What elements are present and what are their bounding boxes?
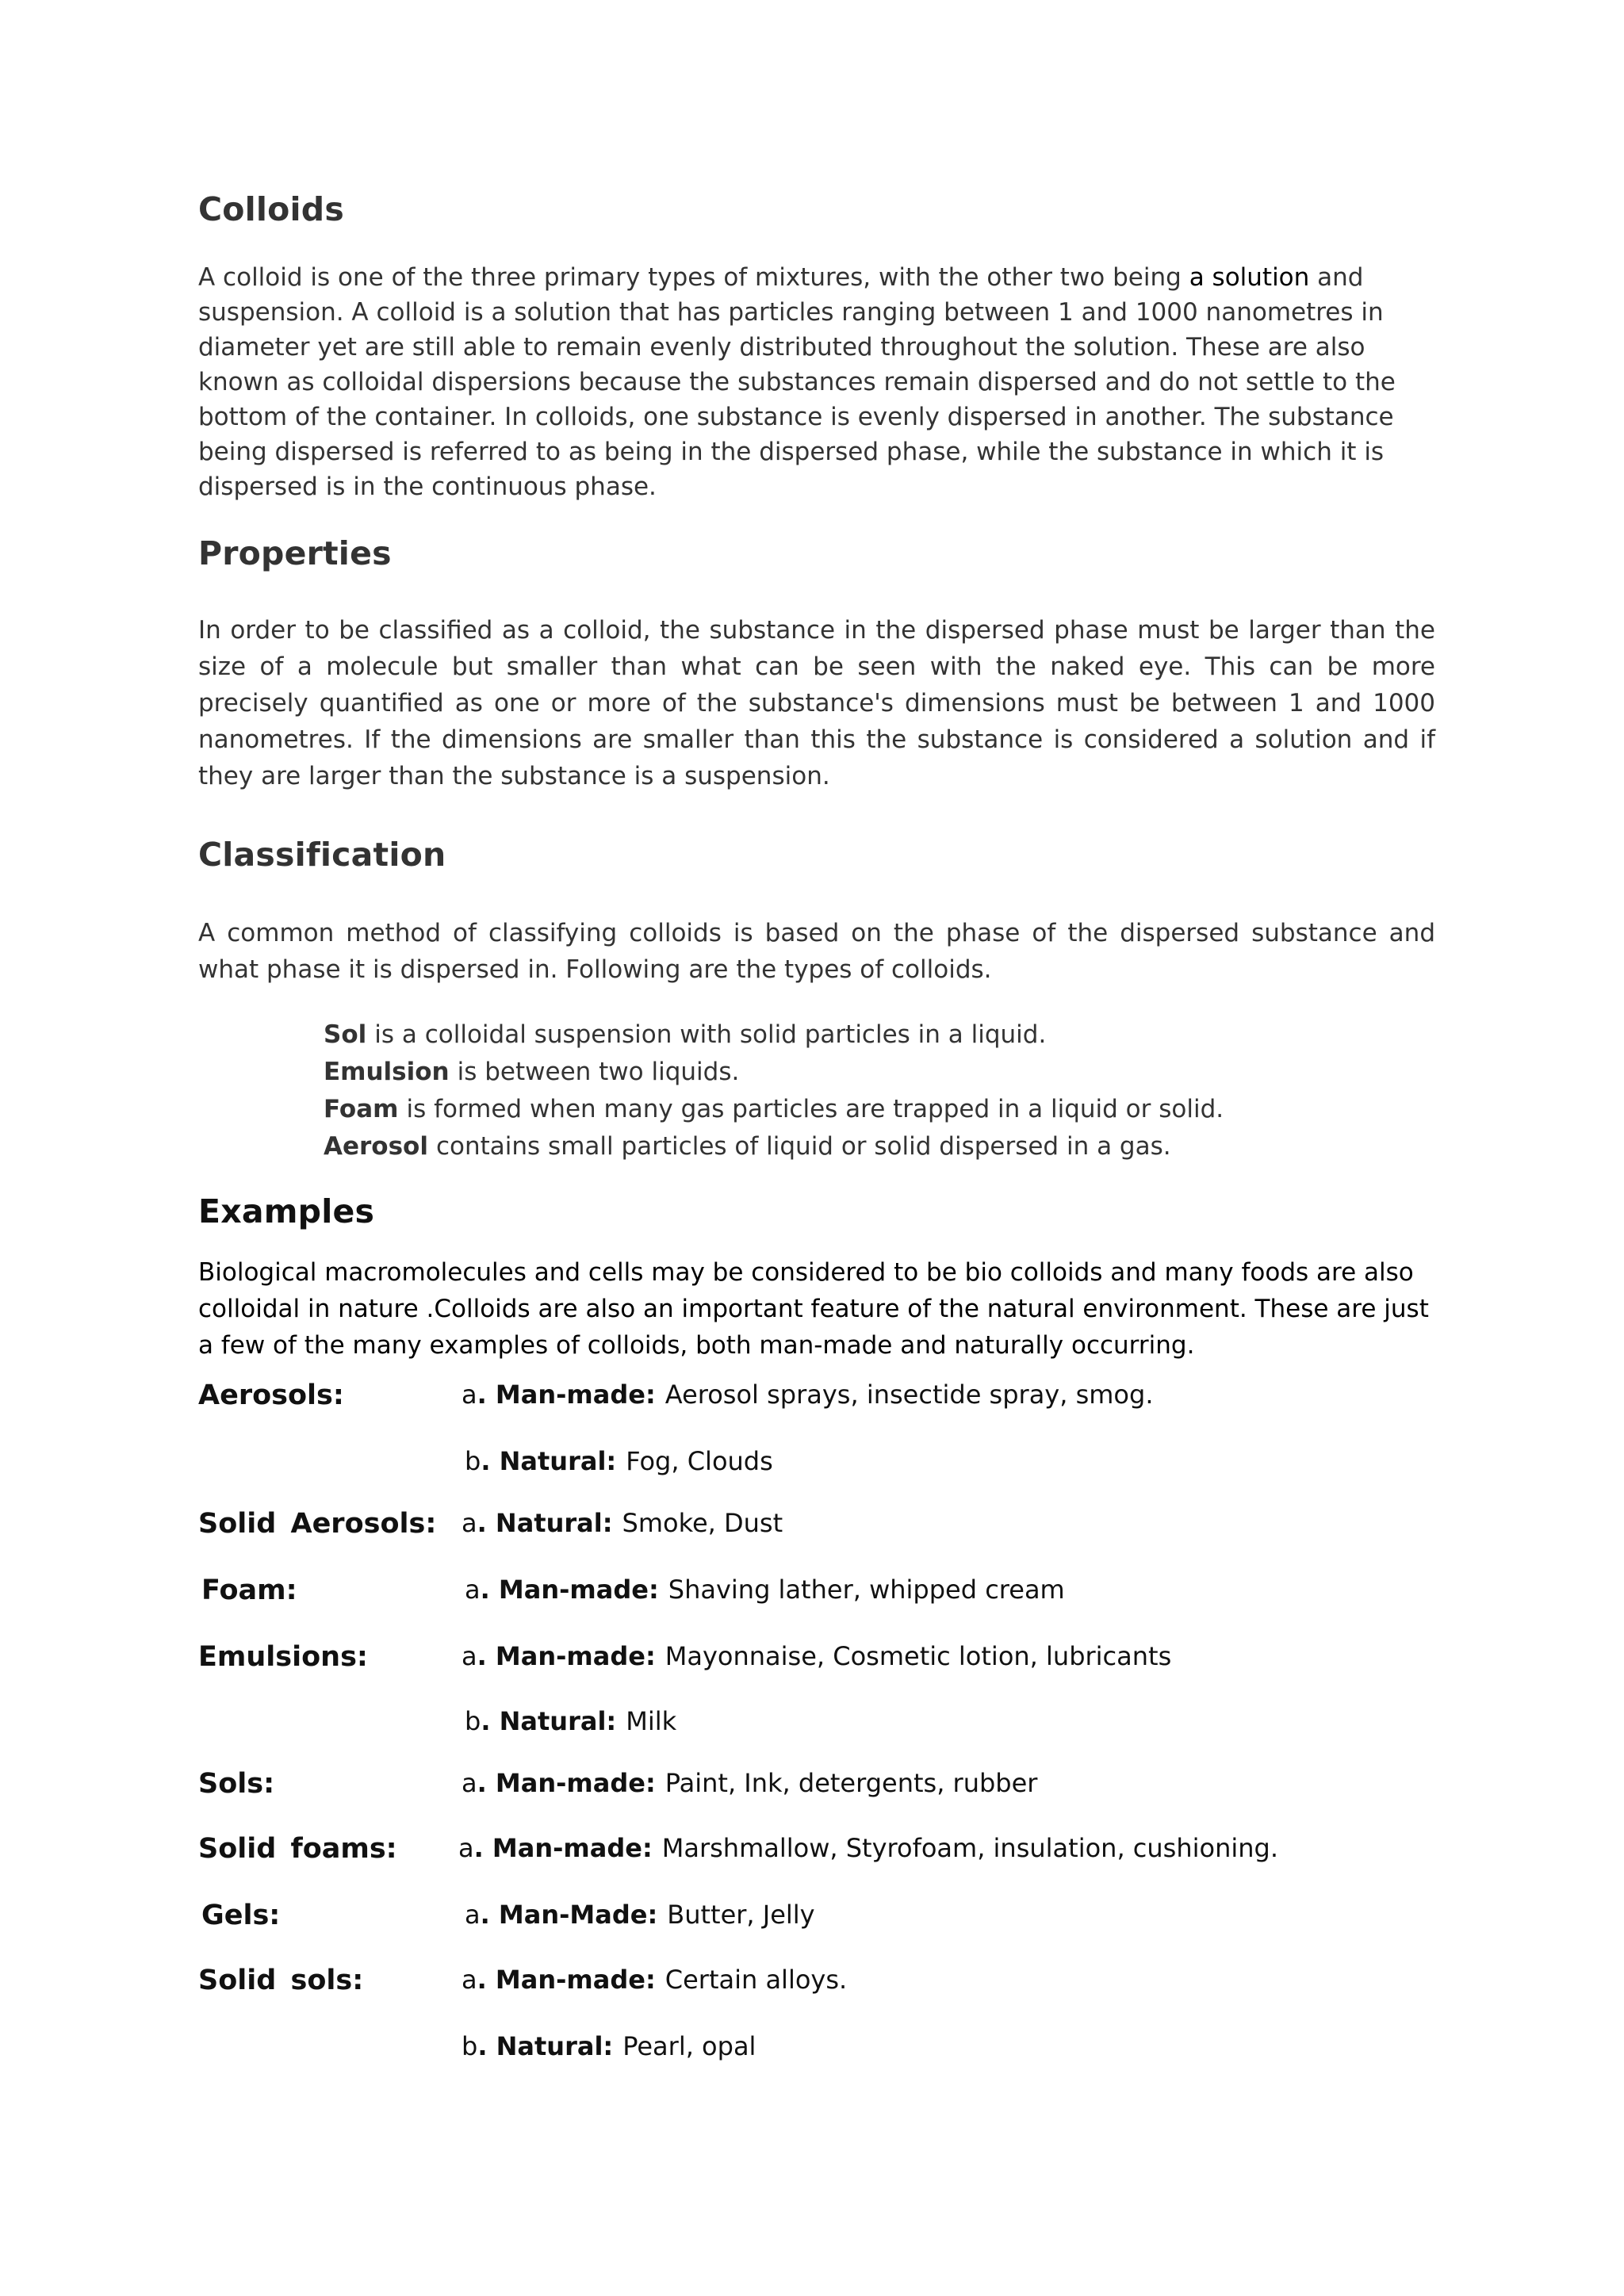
example-row <box>198 1900 1435 1965</box>
type-item-emulsion <box>324 1054 1435 1091</box>
example-letter: a <box>458 1833 474 1863</box>
example-kind: . Natural: <box>481 1706 617 1736</box>
type-term: Emulsion <box>324 1058 450 1086</box>
example-items: Paint, Ink, detergents, rubber <box>665 1768 1038 1798</box>
example-items: Pearl, opal <box>622 2031 756 2061</box>
type-desc: is a colloidal suspension with solid particles in a liquid. <box>374 1020 1047 1049</box>
example-items: Marshmallow, Styrofoam, insulation, cushioning. <box>661 1833 1279 1863</box>
classification-paragraph: A common method of classifying colloids is based on the phase of the dispersed substance and what phase it is dispersed in. Following are the types of colloids. <box>198 919 1435 984</box>
example-row <box>198 2031 1435 2079</box>
example-kind: . Natural: <box>481 1446 617 1476</box>
example-category: Sols: <box>198 1768 275 1800</box>
type-desc: is between two liquids. <box>457 1058 740 1086</box>
example-letter: a <box>465 1900 481 1930</box>
example-letter: a <box>462 1508 477 1538</box>
example-category: Solid sols: <box>198 1965 364 1996</box>
example-row <box>198 1768 1435 1833</box>
example-entry <box>462 1768 1435 1798</box>
example-category: Gels: <box>201 1900 281 1931</box>
type-desc: is formed when many gas particles are trapped in a liquid or solid. <box>406 1095 1224 1123</box>
example-category: Aerosols: <box>198 1380 344 1411</box>
type-item-sol <box>324 1016 1435 1054</box>
examples-heading: Examples <box>198 1192 375 1230</box>
example-row <box>198 1706 1435 1768</box>
example-items: Certain alloys. <box>665 1965 848 1995</box>
example-entry <box>462 1380 1435 1410</box>
example-entry <box>465 1446 1435 1476</box>
document-content <box>198 190 1435 2079</box>
example-items: Fog, Clouds <box>626 1446 773 1476</box>
example-items: Mayonnaise, Cosmetic lotion, lubricants <box>665 1641 1172 1671</box>
example-kind: . Man-Made: <box>480 1900 658 1930</box>
example-kind: . Man-made: <box>477 1768 656 1798</box>
example-kind: . Man-made: <box>480 1575 659 1605</box>
example-letter: a <box>462 1641 477 1671</box>
example-category: Solid foams: <box>198 1833 397 1865</box>
example-entry <box>458 1833 1435 1863</box>
example-entry <box>462 1965 1435 1995</box>
colloids-paragraph-text-1: A colloid is one of the three primary types of mixtures, with the other two being <box>198 263 1189 292</box>
example-items: Shaving lather, whipped cream <box>668 1575 1065 1605</box>
example-row <box>198 1965 1435 2031</box>
type-term: Sol <box>324 1020 367 1049</box>
example-category: Solid Aerosols: <box>198 1508 437 1540</box>
example-kind: . Man-made: <box>473 1833 653 1863</box>
type-item-foam <box>324 1091 1435 1128</box>
example-row <box>198 1508 1435 1575</box>
properties-heading: Properties <box>198 534 392 572</box>
example-kind: . Man-made: <box>477 1380 656 1410</box>
example-items: Milk <box>626 1706 677 1736</box>
example-kind: . Man-made: <box>477 1965 656 1995</box>
example-letter: b <box>462 2031 478 2061</box>
example-row <box>198 1641 1435 1706</box>
example-kind: . Natural: <box>477 1508 613 1538</box>
colloid-types-list <box>324 1016 1435 1165</box>
example-row <box>198 1380 1435 1446</box>
example-letter: b <box>465 1446 481 1476</box>
solution-link[interactable]: a solution <box>1189 263 1310 292</box>
colloids-paragraph <box>198 260 1435 504</box>
example-entry <box>462 2031 1435 2061</box>
example-items: Butter, Jelly <box>667 1900 815 1930</box>
colloids-paragraph-text-2: and suspension. A colloid is a solution that has particles ranging between 1 and 1000 nanometres in diameter yet are still able to remain evenly distributed throughout the solution. These are also known as colloidal dispersions because the substances remain dispersed and do not settle to the bottom of the container. In colloids, one substance is evenly dispersed in another. The substance being dispersed is referred to as being in the dispersed phase, while the substance in which it is dispersed is in the continuous phase. <box>198 263 1396 501</box>
example-row <box>198 1575 1435 1641</box>
properties-paragraph: In order to be classified as a colloid, the substance in the dispersed phase must be larger than the size of a molecule but smaller than what can be seen with the naked eye. This can be more precisely quantified as one or more of the substance's dimensions must be between 1 and 1000 nanometres. If the dimensions are smaller than this the substance is considered a solution and if they are larger than the substance is a suspension. <box>198 616 1435 790</box>
example-letter: a <box>462 1965 477 1995</box>
type-term: Foam <box>324 1095 399 1123</box>
example-kind: . Natural: <box>477 2031 614 2061</box>
example-entry <box>465 1706 1435 1736</box>
example-letter: a <box>462 1380 477 1410</box>
example-items: Aerosol sprays, insectide spray, smog. <box>665 1380 1154 1410</box>
example-entry <box>465 1575 1435 1605</box>
example-entry <box>465 1900 1435 1930</box>
type-item-aerosol <box>324 1128 1435 1165</box>
example-letter: b <box>465 1706 481 1736</box>
example-kind: . Man-made: <box>477 1641 656 1671</box>
example-letter: a <box>465 1575 481 1605</box>
example-category: Emulsions: <box>198 1641 368 1673</box>
example-entry <box>462 1641 1435 1671</box>
example-row <box>198 1446 1435 1508</box>
examples-paragraph: Biological macromolecules and cells may be considered to be bio colloids and many foods are also colloidal in nature .Colloids are also an important feature of the natural environment. These are just a few of the many examples of colloids, both man-made and naturally occurring. <box>198 1258 1429 1360</box>
classification-heading: Classification <box>198 836 446 874</box>
examples-table <box>198 1380 1435 2079</box>
colloids-heading: Colloids <box>198 190 344 228</box>
example-entry <box>462 1508 1435 1538</box>
example-letter: a <box>462 1768 477 1798</box>
type-desc: contains small particles of liquid or solid dispersed in a gas. <box>435 1132 1171 1161</box>
example-category: Foam: <box>201 1575 297 1606</box>
example-items: Smoke, Dust <box>622 1508 783 1538</box>
example-row <box>198 1833 1435 1900</box>
type-term: Aerosol <box>324 1132 428 1161</box>
